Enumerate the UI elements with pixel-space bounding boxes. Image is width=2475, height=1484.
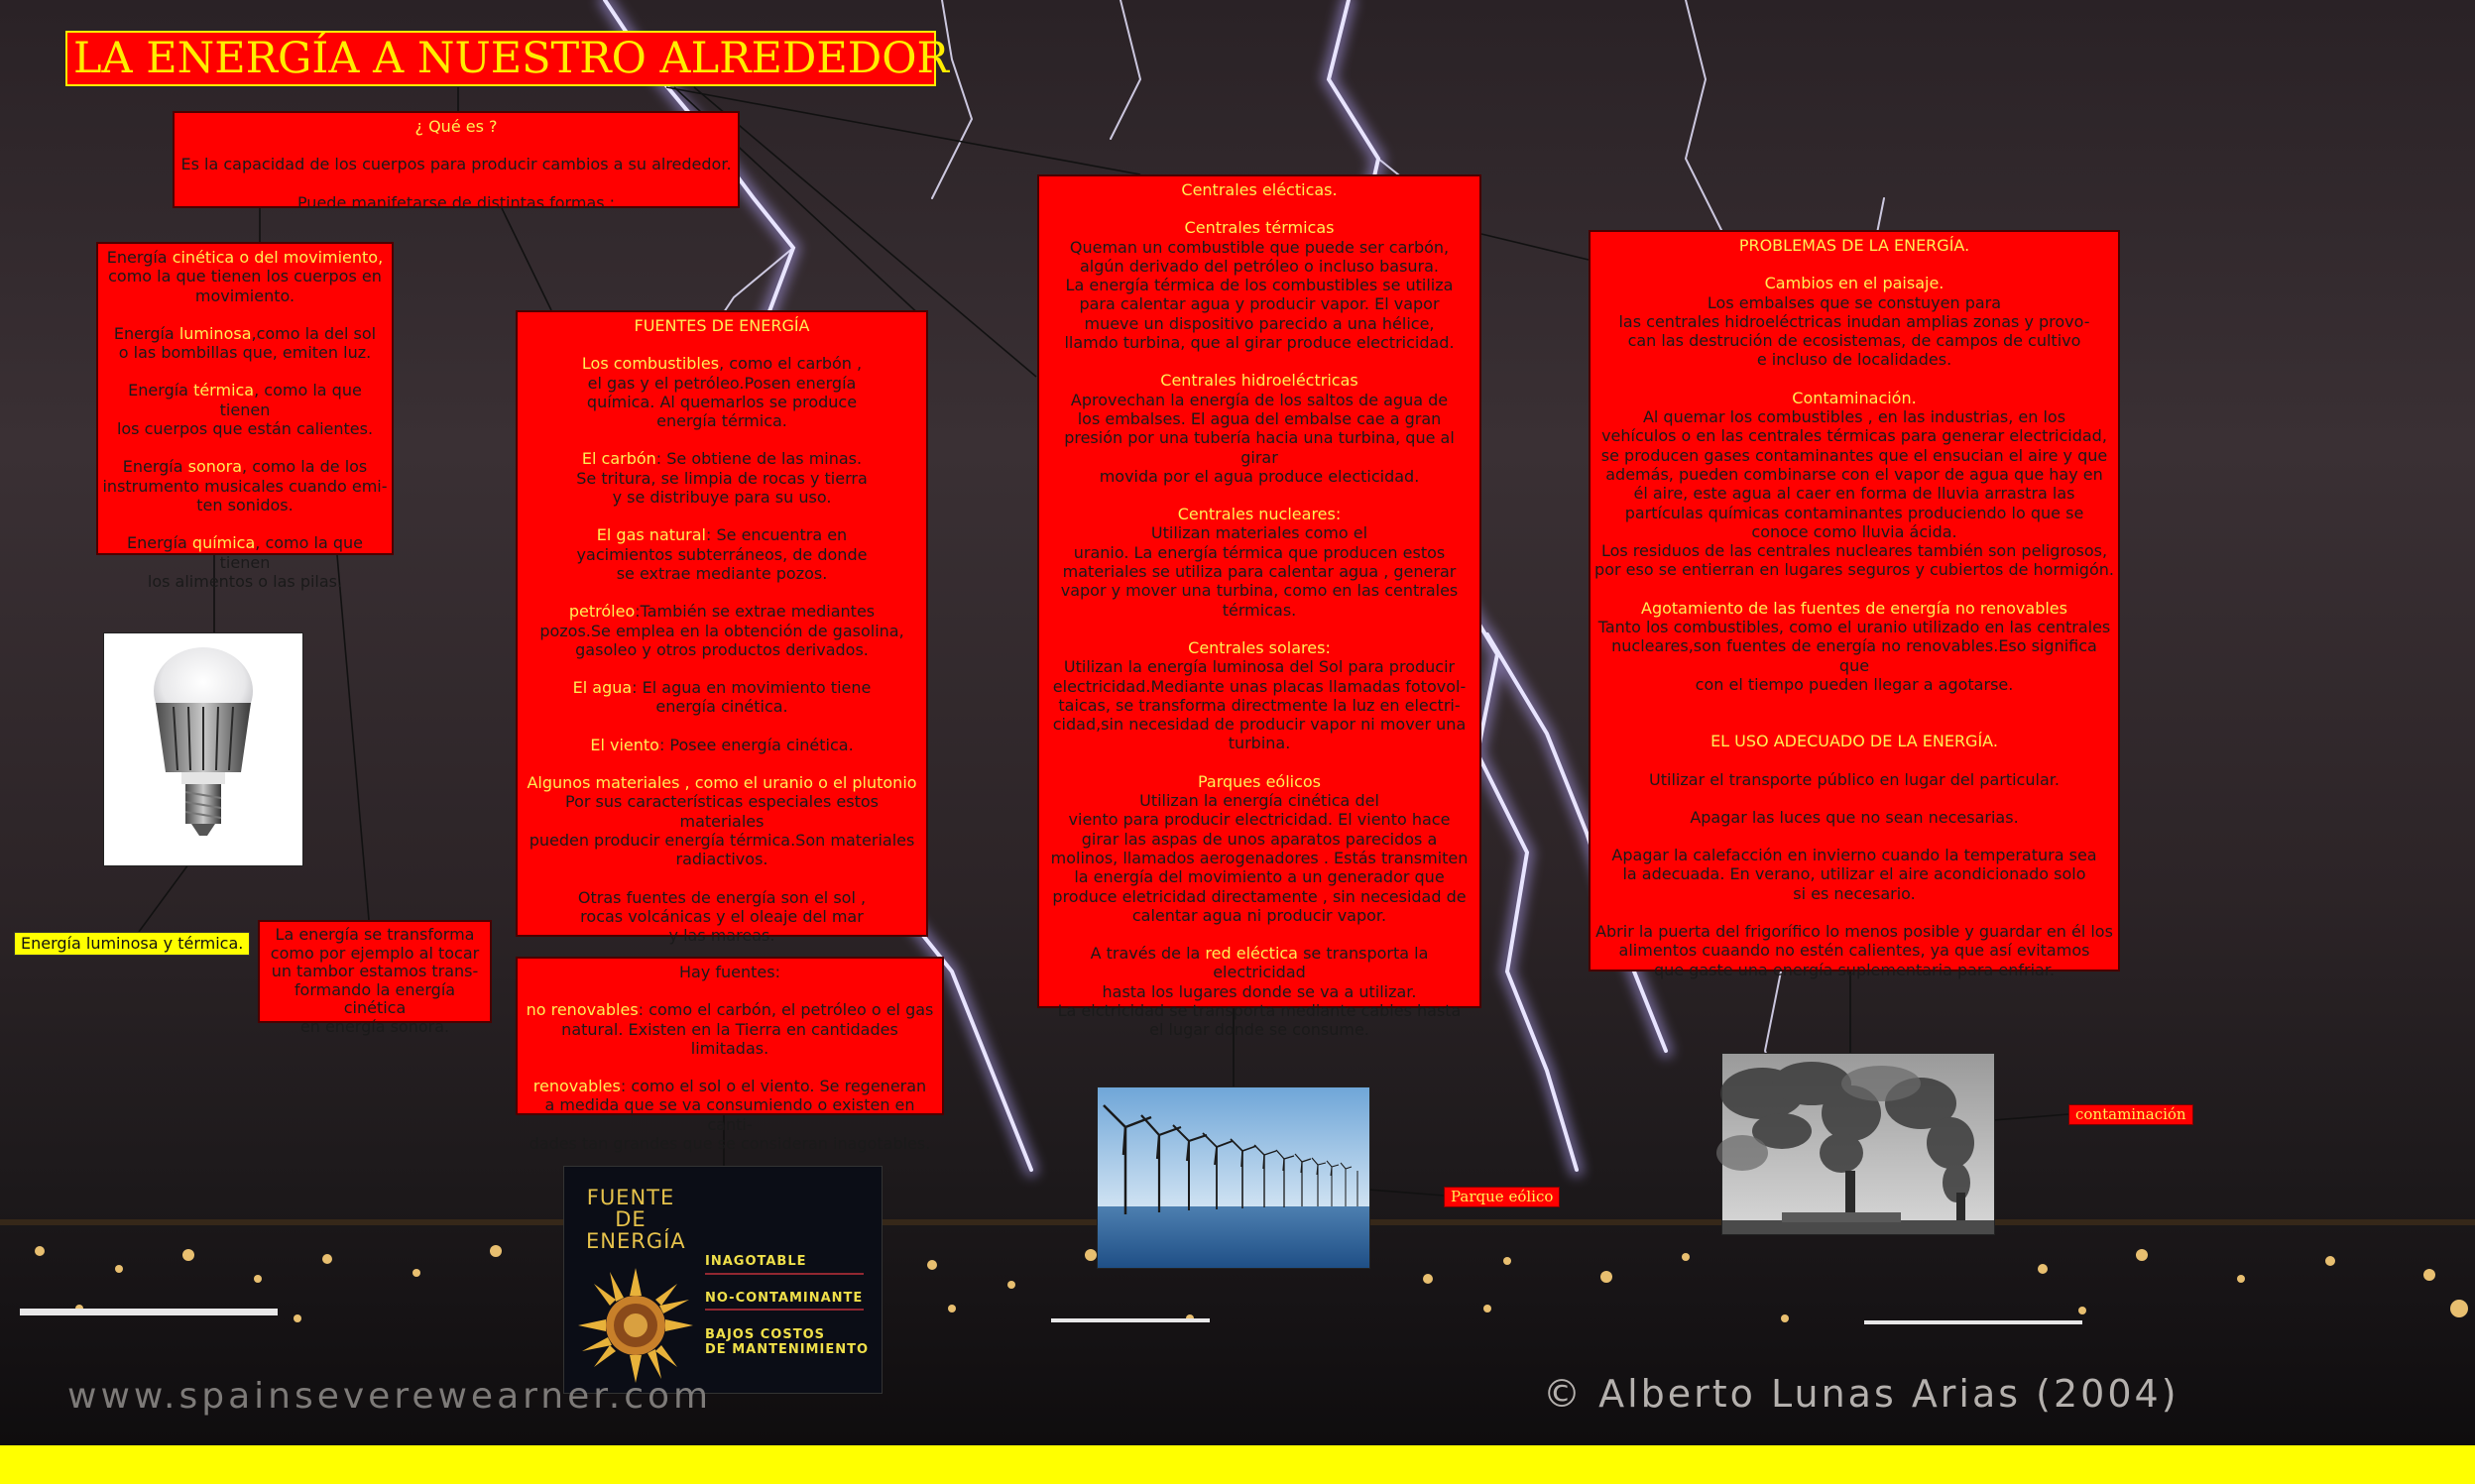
fuentes-heading: FUENTES DE ENERGÍA (634, 316, 810, 335)
fuente-agua: El agua: El agua en movimiento tiene energía cinética. (572, 678, 872, 717)
centrales-heading: Centrales elécticas. (1181, 180, 1338, 199)
central-hidroelectrica: Centrales hidroeléctricas Aprovechan la energía de los saltos de agua de los embalses. El agua del embalse cae a gran presión por una tubería hacia una turbina, que al girar movida por el agua produce electicidad. (1064, 371, 1455, 486)
fuente-petroleo: petróleo:También se extrae mediantes pozos.Se emplea en la obtención de gasolina, gasoleo y otros productos derivados. (539, 602, 904, 659)
formas-box (96, 242, 394, 591)
sun-icon (576, 1266, 695, 1385)
bulb-image (103, 632, 303, 866)
parques-eolicos: Parques eólicos Utilizan la energía cinética del viento para producir electricidad. El viento hace girar las aspas de unos aparatos parecidos a molinos, llamados aerogenadores . Estás transmiten la energía del movimiento a un generador que produce eletricidad directamente , sin necesidad de calentar agua ni producir vapor. (1050, 771, 1469, 925)
uso-item: Apagar la calefacción en invierno cuando la temperatura sea la adecuada. En verano, utilizar el aire acondicionado solo si es necesario. (1611, 846, 2097, 903)
forma-luminosa: Energía luminosa,como la del sol o las bombillas que, emiten luz. (113, 323, 377, 363)
que-es-box (173, 111, 740, 212)
watermark-credit: © Alberto Lunas Arias (2004) (1543, 1372, 2180, 1416)
problemas-heading: PROBLEMAS DE LA ENERGÍA. (1738, 236, 1970, 255)
problema-agotamiento: Agotamiento de las fuentes de energía no renovables Tanto los combustibles, como el uranio utilizado en las centrales nucleares,son fuentes de energía no renovables.Eso significa que con el tiempo pueden llegar a agotarse. (1597, 598, 2111, 694)
watermark-url: www.spainseverewearner.com (67, 1376, 713, 1417)
contaminacion-label: contaminación (2068, 1104, 2193, 1125)
fuentes-no-renovables: no renovables: como el carbón, el petróleo o el gas natural. Existen en la Tierra en cantidades limitadas. (526, 1000, 934, 1058)
uso-adecuado-heading: EL USO ADECUADO DE LA ENERGÍA. (1710, 732, 1998, 751)
pollution-image (1721, 1053, 1995, 1235)
centrales-box (1037, 174, 1481, 1040)
fuente-materiales: Algunos materiales , como el uranio o el plutonio Por sus características especiales estos materiales pueden producir energía térmica.Son materiales radiactivos. (527, 773, 917, 869)
red-electrica: A través de la red eléctica se transporta la electricidad hasta los lugares donde se va a utilizar. La elctricidad se transporta mediante cables hasta el lugar donde se consume. (1057, 944, 1462, 1040)
uso-item: Apagar las luces que no sean necesarias. (1690, 807, 2019, 827)
fuente-card-item: INAGOTABLE (705, 1254, 807, 1269)
factory-smoke-icon (1722, 1054, 1994, 1234)
que-es-heading: ¿ Qué es ? (414, 117, 498, 136)
fuentes-renovables: renovables: como el sol o el viento. Se regeneran a medida que se va consumiendo o existen en canti- dades tan grandes que se consideran inagotables. (529, 1077, 931, 1154)
fuente-otras: Otras fuentes de energía son el sol , rocas volcánicas y el oleaje del mar y las mareas. (577, 887, 867, 946)
central-solar: Centrales solares: Utilizan la energía luminosa del Sol para producir electricidad.Mediante unas placas llamadas fotovol- taicas, se transforma directmente la luz en electri- cidad,sin necesidad de producir vapor ni mover una turbina. (1052, 637, 1467, 753)
hay-fuentes-heading: Hay fuentes: (679, 963, 780, 981)
problemas-box (1589, 230, 2120, 979)
footer-bar (0, 1445, 2475, 1484)
fuente-combustibles: Los combustibles, como el carbón , el gas y el petróleo.Posen energía química. Al quemarlos se produce energía térmica. (581, 354, 863, 431)
que-es-definition: Es la capacidad de los cuerpos para producir cambios a su alrededor. (180, 155, 732, 174)
problema-contaminacion: Contaminación. Al quemar los combustibles , en las industrias, en los vehículos o en las centrales térmicas para generar electricidad, se producen gases contaminantes que el ensucian el aire y que además, pueden combinarse con el vapor de agua que hay en él aire, este agua al caer en forma de lluvia arrastra las partículas químicas contaminantes produciendo lo que se conoce como lluvia ácida. Los residuos de las centrales nucleares también son peligrosos, por eso se entierran en lugares seguros y cubiertos de hormigón. (1594, 388, 2114, 580)
que-es-forms-intro: Puede manifetarse de distintas formas : (296, 192, 616, 212)
sonora-note-box (258, 920, 492, 1036)
forma-cinetica: Energía cinética o del movimiento, como la que tienen los cuerpos en movimiento. (106, 248, 384, 305)
forma-quimica: Energía química, como la que tienen los alimentos o las pilas. (127, 533, 363, 591)
sonora-note-text: La energía se transforma como por ejemplo al tocar un tambor estamos trans- formando la energía cinética en energía sonora. (270, 925, 480, 1036)
card-dividers (705, 1270, 864, 1313)
page-title: LA ENERGÍA A NUESTRO ALREDEDOR (65, 31, 936, 86)
fuente-card-title: FUENTE DE ENERGÍA (586, 1186, 686, 1253)
fuentes-box (516, 310, 928, 946)
forma-termica: Energía térmica, como la que tienen los cuerpos que están calientes. (116, 381, 374, 439)
fuente-gas-natural: El gas natural: Se encuentra en yacimientos subterráneos, de donde se extrae mediante pozos. (576, 525, 868, 583)
fuente-energia-card (563, 1166, 883, 1394)
uso-item: Abrir la puerta del frigorífico lo menos posible y guardar en él los alimentos cuaando no estén calientes, ya que así evitamos que gaste una energía suplementaria para enfriar. (1595, 922, 2113, 979)
parque-eolico-label: Parque eólico (1444, 1187, 1560, 1207)
problema-paisaje: Cambios en el paisaje. Los embalses que se constuyen para las centrales hidroeléctricas inudan amplias zonas y provo- can las destrución de ecosistemas, de campos de cultivo e incluso de localidades. (1618, 274, 2090, 370)
light-bulb-icon (104, 633, 302, 865)
wind-farm-image (1097, 1086, 1370, 1269)
luminosa-termica-label: Energía luminosa y térmica. (14, 932, 250, 956)
uso-item: Utilizar el transporte público en lugar del particular. (1649, 769, 2060, 789)
central-nuclear: Centrales nucleares: Utilizan materiales como el uranio. La energía térmica que producen estos materiales se utiliza para calentar agua , generar vapor y mover una turbina, como en las centrales térmicas. (1060, 505, 1459, 620)
forma-sonora: Energía sonora, como la de los instrumento musicales cuando emi- ten sonidos. (102, 457, 388, 514)
fuente-card-item: BAJOS COSTOS DE MANTENIMIENTO (705, 1327, 869, 1357)
fuente-viento: El viento: Posee energía cinética. (590, 735, 854, 754)
hay-fuentes-box (516, 957, 944, 1154)
fuente-card-item: NO-CONTAMINANTE (705, 1291, 864, 1306)
wind-turbines-icon (1098, 1087, 1369, 1268)
fuente-carbon: El carbón: Se obtiene de las minas. Se tritura, se limpia de rocas y tierra y se distribuye para su uso. (576, 449, 868, 508)
central-termica: Centrales térmicas Queman un combustible que puede ser carbón, algún derivado del petróleo o incluso basura. La energía térmica de los combustibles se utiliza para calentar agua y producir vapor. El vapor mueve un dispositivo parecido a una hélice, llamdo turbina, que al girar produce electricidad. (1064, 218, 1455, 353)
